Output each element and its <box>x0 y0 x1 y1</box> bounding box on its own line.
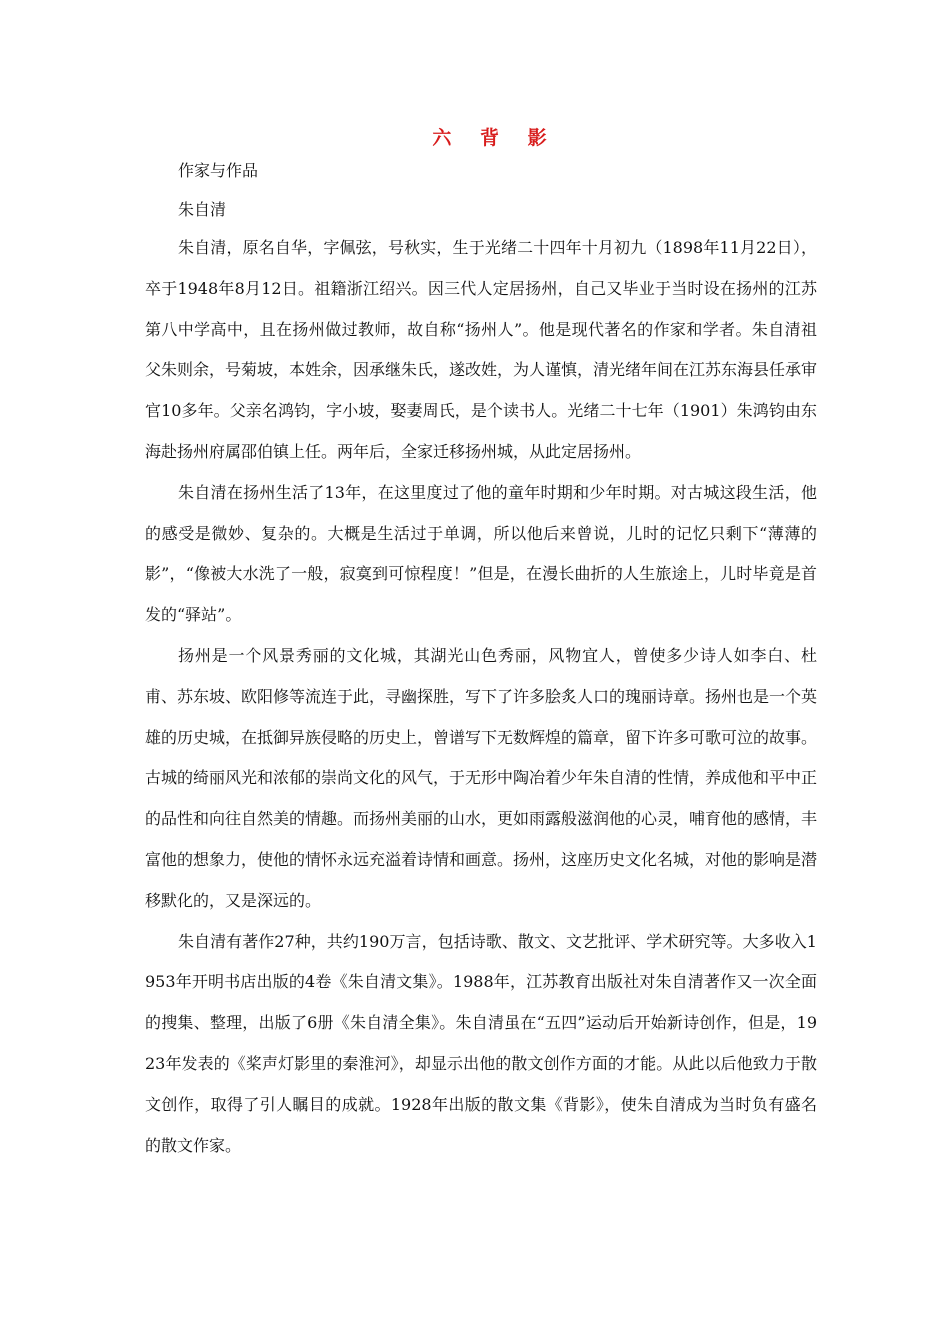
article-body <box>145 228 817 1166</box>
paragraph-biography: 朱自清，原名自华，字佩弦，号秋实，生于光绪二十四年十月初九（1898年11月22日），卒于1948年8月12日。祖籍浙江绍兴。因三代人定居扬州，自己又毕业于当时设在扬州的江苏第八中学高中，且在扬州做过教师，故自称“扬州人”。他是现代著名的作家和学者。朱自清祖父朱则余，号菊坡，本姓余，因承继朱氏，遂改姓，为人谨慎，清光绪年间在江苏东海县任承审官10多年。父亲名鸿钧，字小坡，娶妻周氏，是个读书人。光绪二十七年（1901）朱鸿钧由东海赴扬州府属邵伯镇上任。两年后，全家迁移扬州城，从此定居扬州。 <box>145 238 818 461</box>
paragraph-childhood: 朱自清在扬州生活了13年，在这里度过了他的童年时期和少年时期。对古城这段生活，他的感受是微妙、复杂的。大概是生活过于单调，所以他后来曾说，儿时的记忆只剩下“薄薄的影”，“像被大水洗了一般，寂寞到可惊程度！”但是，在漫长曲折的人生旅途上，儿时毕竟是首发的“驿站”。 <box>145 482 817 625</box>
author-name: 朱自清 <box>178 200 227 219</box>
section-heading: 作家与作品 <box>178 161 259 180</box>
document-title: 六 背 影 <box>432 127 558 149</box>
paragraph-works: 朱自清有著作27种，共约190万言，包括诗歌、散文、文艺批评、学术研究等。大多收入1953年开明书店出版的4卷《朱自清文集》。1988年，江苏教育出版社对朱自清著作又一次全面的搜集、整理，出版了6册《朱自清全集》。朱自清虽在“五四”运动后开始新诗创作，但是，1923年发表的《桨声灯影里的秦淮河》，却显示出他的散文创作方面的才能。从此以后他致力于散文创作，取得了引人瞩目的成就。1928年出版的散文集《背影》，使朱自清成为当时负有盛名的散文作家。 <box>145 931 817 1155</box>
paragraph-yangzhou: 扬州是一个风景秀丽的文化城，其湖光山色秀丽，风物宜人，曾使多少诗人如李白、杜甫、苏东坡、欧阳修等流连于此，寻幽探胜，写下了许多脍炙人口的瑰丽诗章。扬州也是一个英雄的历史城，在抵御异族侵略的历史上，曾谱写下无数辉煌的篇章，留下许多可歌可泣的故事。古城的绮丽风光和浓郁的崇尚文化的风气，于无形中陶冶着少年朱自清的性情，养成他和平中正的品性和向往自然美的情趣。而扬州美丽的山水，更如雨露般滋润他的心灵，哺育他的感情，丰富他的想象力，使他的情怀永远充溢着诗情和画意。扬州，这座历史文化名城，对他的影响是潜移默化的，又是深远的。 <box>145 645 818 910</box>
